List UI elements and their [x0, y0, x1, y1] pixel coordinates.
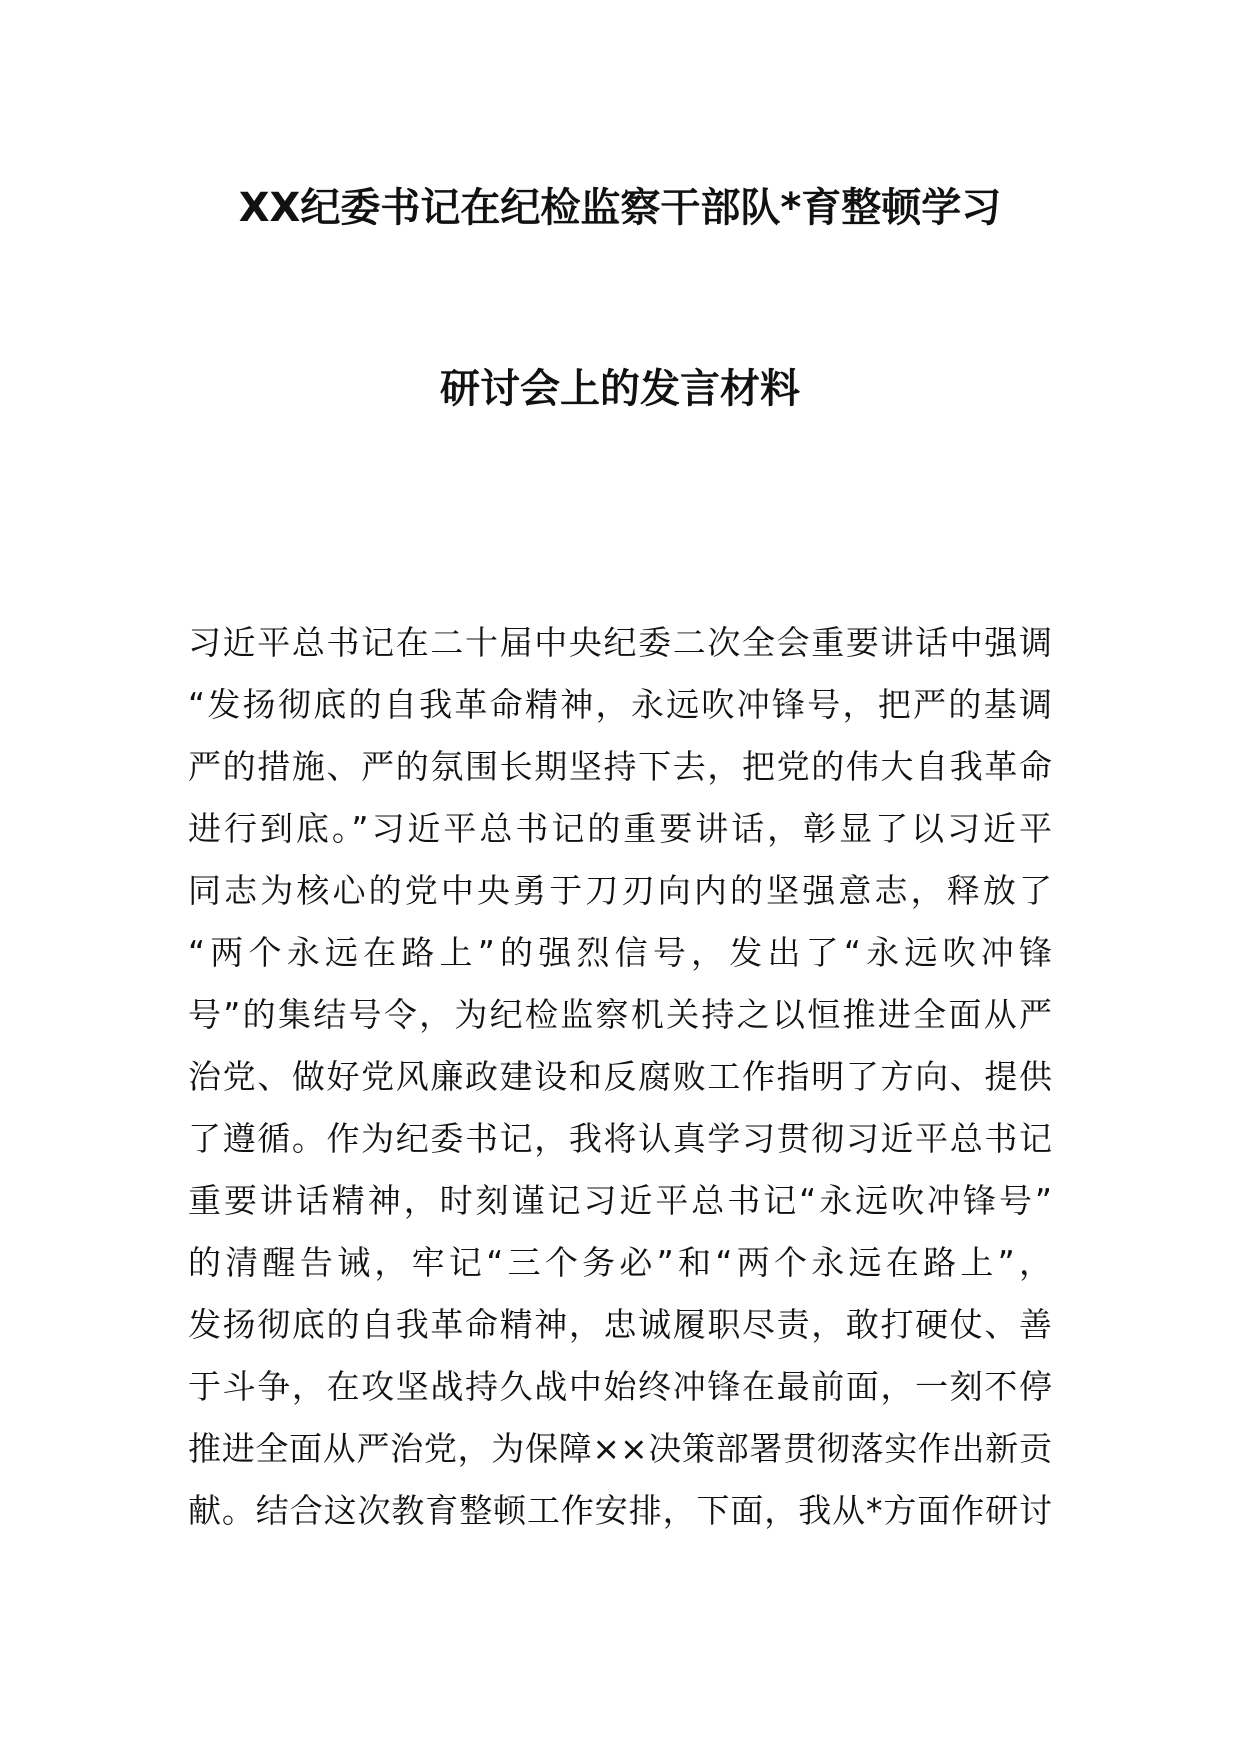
body-line: 号”的集结号令，为纪检监察机关持之以恒推进全面从严: [188, 995, 1052, 1034]
body-line: 严的措施、严的氛围长期坚持下去，把党的伟大自我革命: [188, 747, 1052, 786]
body-line: 治党、做好党风廉政建设和反腐败工作指明了方向、提供: [188, 1057, 1052, 1096]
body-line: 的清醒告诫，牢记“三个务必”和“两个永远在路上”，: [188, 1243, 1052, 1282]
body-line: “发扬彻底的自我革命精神，永远吹冲锋号，把严的基调: [188, 685, 1052, 724]
body-line: 同志为核心的党中央勇于刀刃向内的坚强意志，释放了: [188, 871, 1052, 910]
body-line: 献。结合这次教育整顿工作安排，下面，我从*方面作研讨: [188, 1491, 1052, 1530]
document-title-line-2: 研讨会上的发言材料: [440, 366, 800, 412]
body-line: 发扬彻底的自我革命精神，忠诚履职尽责，敢打硬仗、善: [188, 1305, 1052, 1344]
body-line: 了遵循。作为纪委书记，我将认真学习贯彻习近平总书记: [188, 1119, 1052, 1158]
body-line: 习近平总书记在二十届中央纪委二次全会重要讲话中强调: [188, 623, 1052, 662]
body-line: 进行到底。”习近平总书记的重要讲话，彰显了以习近平: [188, 809, 1052, 848]
body-line: 重要讲话精神，时刻谨记习近平总书记“永远吹冲锋号”: [188, 1181, 1052, 1220]
body-line: 推进全面从严治党，为保障××决策部署贯彻落实作出新贡: [188, 1429, 1052, 1468]
body-line: 于斗争，在攻坚战持久战中始终冲锋在最前面，一刻不停: [188, 1367, 1052, 1406]
document-title-line-1: XX纪委书记在纪检监察干部队*育整顿学习: [238, 185, 1002, 231]
body-line: “两个永远在路上”的强烈信号，发出了“永远吹冲锋: [188, 933, 1052, 972]
